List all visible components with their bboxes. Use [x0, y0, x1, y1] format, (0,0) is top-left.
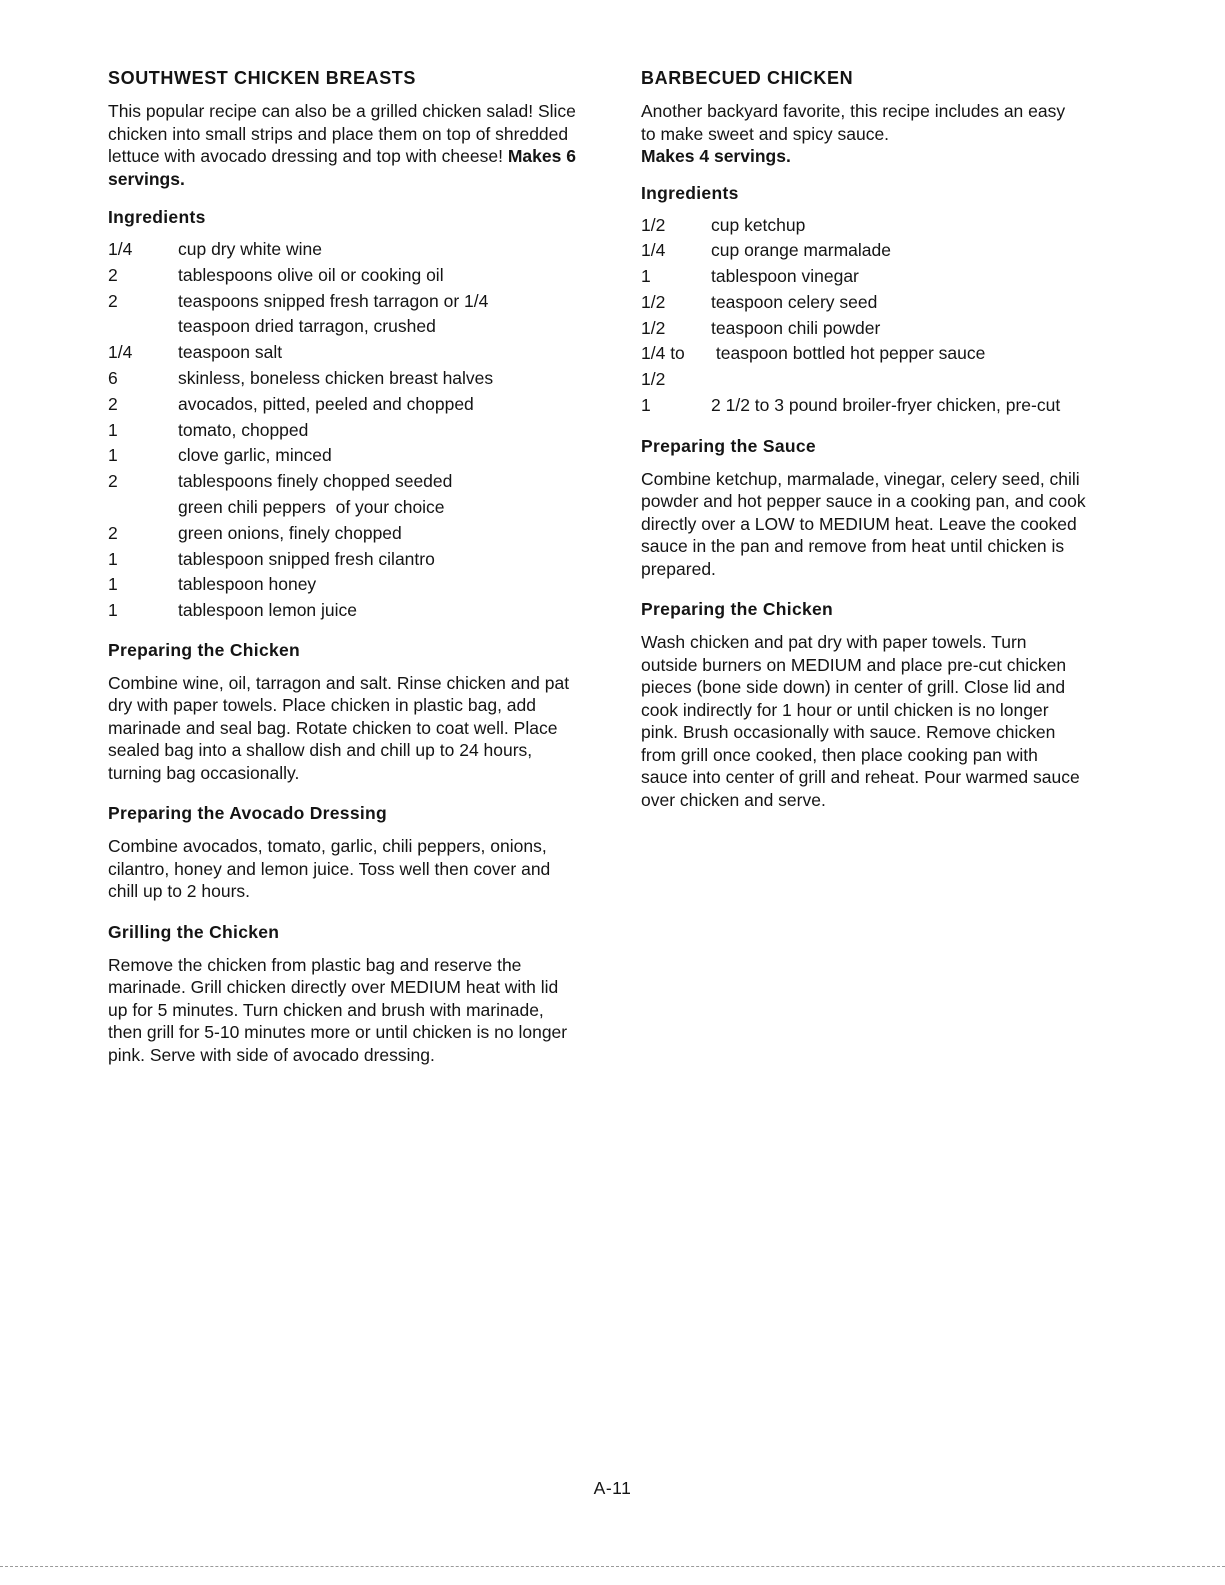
ingredient-row [641, 238, 1121, 264]
ingredient-item: tablespoons finely chopped seeded [178, 471, 453, 492]
ingredient-qty: 1 [108, 574, 118, 595]
ingredient-row [108, 495, 586, 521]
recipe-intro: Another backyard favorite, this recipe includes an easy to make sweet and spicy sauce. [641, 101, 1066, 144]
ingredient-row [108, 237, 586, 263]
ingredient-item: tablespoon honey [178, 574, 317, 595]
ingredient-item: skinless, boneless chicken breast halves [178, 367, 494, 388]
servings: Makes 4 servings. [641, 146, 791, 166]
ingredient-item: tablespoon vinegar [711, 266, 859, 287]
ingredient-item: teaspoons snipped fresh tarragon or 1/4 [178, 290, 489, 311]
ingredients-list [641, 213, 1121, 419]
prep-dressing-text: Combine avocados, tomato, garlic, chili peppers, onions, cilantro, honey and lemon juice. Toss well then cover and chill up to 2 hours. [108, 836, 551, 902]
ingredient-item: tablespoons olive oil or cooking oil [178, 264, 444, 285]
ingredient-qty: 1 [108, 548, 118, 569]
recipe-title: BARBECUED CHICKEN [641, 68, 854, 88]
ingredient-row [108, 572, 586, 598]
ingredient-row [108, 289, 586, 315]
ingredient-row [108, 598, 586, 624]
ingredient-row [108, 392, 586, 418]
ingredient-row [641, 341, 1121, 393]
ingredient-item: tablespoon lemon juice [178, 600, 358, 621]
ingredient-item: tomato, chopped [178, 419, 309, 440]
southwest-recipe-column [108, 66, 586, 1066]
ingredient-qty: 1/2 [641, 317, 666, 338]
ingredient-qty: 1/4 [641, 240, 666, 261]
grilling-heading: Grilling the Chicken [108, 921, 280, 942]
ingredient-row [108, 547, 586, 573]
ingredient-item: teaspoon bottled hot pepper sauce [711, 343, 986, 364]
prep-chicken-text: Wash chicken and pat dry with paper towels. Turn outside burners on MEDIUM and place pre-cut chicken pieces (bone side down) in center of grill. Close lid and cook indirectly for 1 hour or until chicken is no longer pink. Brush occasionally with sauce. Remove chicken from grill once cooked, then place cooking pan with sauce into center of grill and reheat. Pour warmed sauce over chicken and serve. [641, 632, 1080, 810]
ingredient-qty: 1/4 [108, 239, 133, 259]
ingredient-item: cup dry white wine [178, 239, 322, 259]
ingredient-qty: 1 [108, 600, 118, 621]
prep-chicken-heading: Preparing the Chicken [641, 599, 834, 620]
ingredient-qty [108, 314, 178, 340]
ingredients-heading: Ingredients [108, 207, 206, 227]
ingredient-row [108, 314, 586, 340]
ingredient-qty: 1 [108, 419, 118, 440]
ingredient-item: 2 1/2 to 3 pound broiler-fryer chicken, pre-cut [711, 395, 1061, 416]
ingredient-qty [108, 495, 178, 521]
ingredient-qty: 1 [641, 395, 651, 416]
ingredient-row [108, 418, 586, 444]
ingredient-item: cup ketchup [711, 214, 806, 235]
ingredient-row [108, 366, 586, 392]
ingredient-item: green onions, finely chopped [178, 522, 402, 543]
ingredient-item: tablespoon snipped fresh cilantro [178, 548, 435, 569]
ingredient-row [108, 443, 586, 469]
grilling-text: Remove the chicken from plastic bag and reserve the marinade. Grill chicken directly over MEDIUM heat with lid up for 5 minutes. Turn chicken and brush with marinade, then grill for 5-10 minutes more or until chicken is no longer pink. Serve with side of avocado dressing. [108, 954, 568, 1065]
ingredient-qty: 1 [108, 445, 118, 466]
ingredient-qty: 2 [108, 471, 118, 492]
ingredient-qty: 2 [108, 393, 118, 414]
ingredient-qty: 6 [108, 367, 118, 388]
ingredient-row [108, 263, 586, 289]
ingredient-item: teaspoon salt [178, 342, 283, 363]
ingredient-qty: 1/2 [641, 214, 666, 235]
intro-text: This popular recipe can also be a grilled chicken salad! Slice chicken into small strips and place them on top of shredded lettuce with avocado dressing and top with cheese! [108, 101, 576, 166]
sauce-text: Combine ketchup, marmalade, vinegar, celery seed, chili powder and hot pepper sauce in a cooking pan, and cook directly over a LOW to MEDIUM heat. Leave the cooked sauce in the pan and remove from heat until chicken is prepared. [641, 468, 1086, 579]
ingredient-row [641, 264, 1121, 290]
ingredient-qty: 1 [641, 266, 651, 287]
ingredient-row [641, 316, 1121, 342]
ingredient-qty: 2 [108, 290, 118, 311]
ingredient-qty: 1/4 [108, 342, 133, 363]
ingredient-item: teaspoon dried tarragon, crushed [178, 316, 436, 337]
page-edge-rule [0, 1566, 1225, 1567]
ingredient-qty: 1/4 to 1/2 [641, 343, 685, 390]
ingredient-row [108, 521, 586, 547]
ingredient-row [108, 340, 586, 366]
prep-dressing-heading: Preparing the Avocado Dressing [108, 803, 388, 824]
ingredient-item: green chili peppers of your choice [178, 496, 445, 517]
ingredient-qty: 2 [108, 522, 118, 543]
ingredient-row [641, 213, 1121, 239]
ingredient-qty: 1/2 [641, 291, 666, 312]
ingredient-item: teaspoon celery seed [711, 291, 878, 312]
ingredient-item: teaspoon chili powder [711, 317, 881, 338]
recipe-title: SOUTHWEST CHICKEN BREASTS [108, 68, 417, 88]
ingredients-list [108, 237, 586, 624]
prep-chicken-text: Combine wine, oil, tarragon and salt. Rinse chicken and pat dry with paper towels. Place chicken in plastic bag, add marinade and seal bag. Rotate chicken to coat well. Place sealed bag into a shallow dish and chill up to 24 hours, turning bag occasionally. [108, 672, 570, 783]
ingredient-qty: 2 [108, 264, 118, 285]
ingredient-row [108, 469, 586, 495]
page-number: A-11 [593, 1478, 632, 1498]
barbecued-recipe-column [641, 66, 1121, 811]
ingredients-heading: Ingredients [641, 182, 739, 203]
ingredient-item: clove garlic, minced [178, 445, 332, 466]
servings: Makes 6 servings. [108, 146, 576, 189]
ingredient-item: avocados, pitted, peeled and chopped [178, 393, 474, 414]
recipe-intro [108, 100, 578, 190]
ingredient-row [641, 290, 1121, 316]
prep-chicken-heading: Preparing the Chicken [108, 639, 301, 660]
ingredient-row [641, 393, 1121, 419]
ingredient-item: cup orange marmalade [711, 240, 891, 261]
sauce-heading: Preparing the Sauce [641, 435, 816, 456]
